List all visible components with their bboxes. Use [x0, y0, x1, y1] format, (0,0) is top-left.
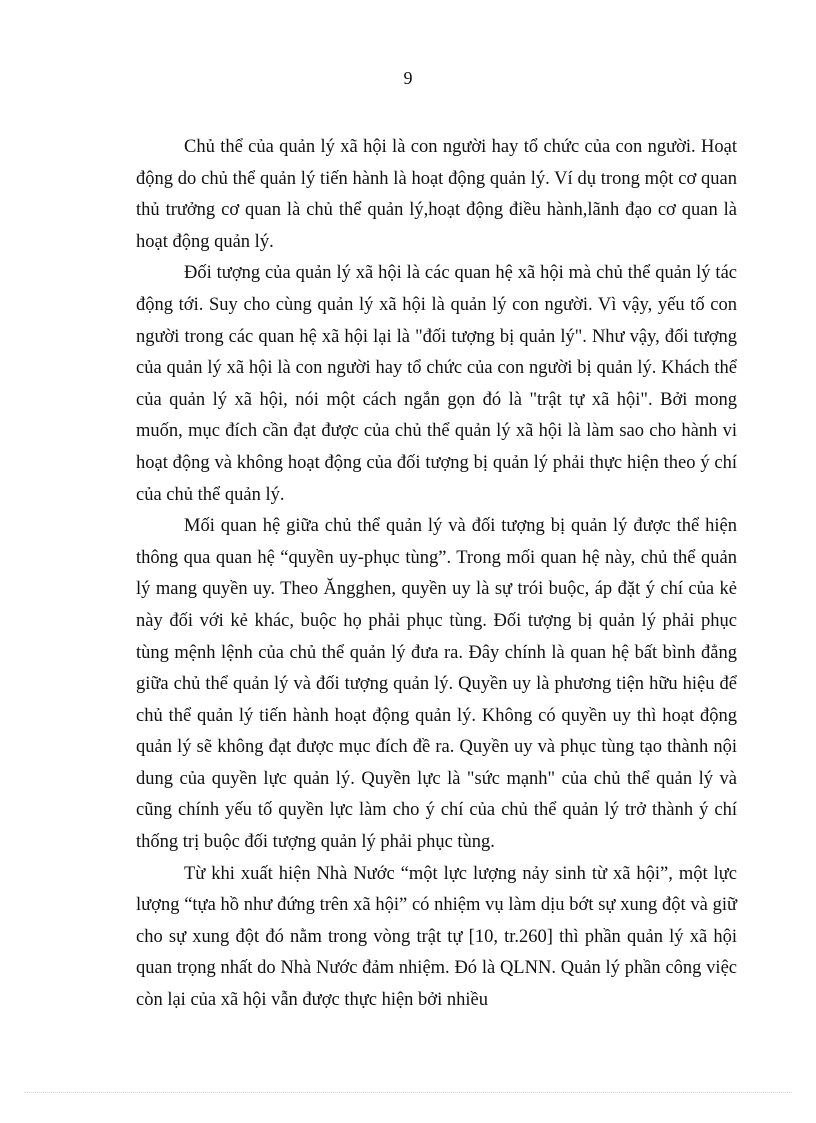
paragraph-3: Mối quan hệ giữa chủ thể quản lý và đối tượng bị quản lý được thể hiện thông qua quan hệ “quyền uy-phục tùng”. Trong mối quan hệ này, chủ thể quản lý mang quyền uy. Theo Ăngghen, quyền uy là sự trói buộc, áp đặt ý chí của kẻ này đối với kẻ khác, buộc họ phải phục tùng. Đối tượng bị quản lý phải phục tùng mệnh lệnh của chủ thể quản lý đưa ra. Đây chính là quan hệ bất bình đẳng giữa chủ thể quản lý và đối tượng quản lý. Quyền uy là phương tiện hữu hiệu để chủ thể quản lý tiến hành hoạt động quản lý. Không có quyền uy thì hoạt động quản lý sẽ không đạt được mục đích đề ra. Quyền uy và phục tùng tạo thành nội dung của quyền lực quản lý. Quyền lực là "sức mạnh" của chủ thể quản lý và cũng chính yếu tố quyền lực làm cho ý chí của chủ thể quản lý trở thành ý chí thống trị buộc đối tượng quản lý phải phục tùng. [136, 516, 737, 853]
paragraph-2: Đối tượng của quản lý xã hội là các quan hệ xã hội mà chủ thể quản lý tác động tới. Suy cho cùng quản lý xã hội là quản lý con người. Vì vậy, yếu tố con người trong các quan hệ xã hội lại là "đối tượng bị quản lý". Như vậy, đối tượng của quản lý xã hội là con người hay tổ chức của con người bị quản lý. Khách thể của quản lý xã hội, nói một cách ngắn gọn đó là "trật tự xã hội". Bởi mong muốn, mục đích cần đạt được của chủ thể quản lý xã hội là làm sao cho hành vi hoạt động và không hoạt động của đối tượng bị quản lý phải thực hiện theo ý chí của chủ thể quản lý. [136, 263, 737, 505]
page-number: 9 [403, 68, 413, 88]
page-bottom-divider [24, 1092, 792, 1093]
paragraph-4: Từ khi xuất hiện Nhà Nước “một lực lượng nảy sinh từ xã hội”, một lực lượng “tựa hồ như đứng trên xã hội” có nhiệm vụ làm dịu bớt sự xung đột và giữ cho sự xung đột đó nằm trong vòng trật tự [10, tr.260] thì phần quản lý xã hội quan trọng nhất do Nhà Nước đảm nhiệm. Đó là QLNN. Quản lý phần công việc còn lại của xã hội vẫn được thực hiện bởi nhiều [136, 863, 737, 1011]
document-body [136, 132, 737, 1017]
paragraph-1: Chủ thể của quản lý xã hội là con người hay tổ chức của con người. Hoạt động do chủ thể quản lý tiến hành là hoạt động quản lý. Ví dụ trong một cơ quan thủ trưởng cơ quan là chủ thể quản lý,hoạt động điều hành,lãnh đạo cơ quan là hoạt động quản lý. [136, 137, 737, 252]
